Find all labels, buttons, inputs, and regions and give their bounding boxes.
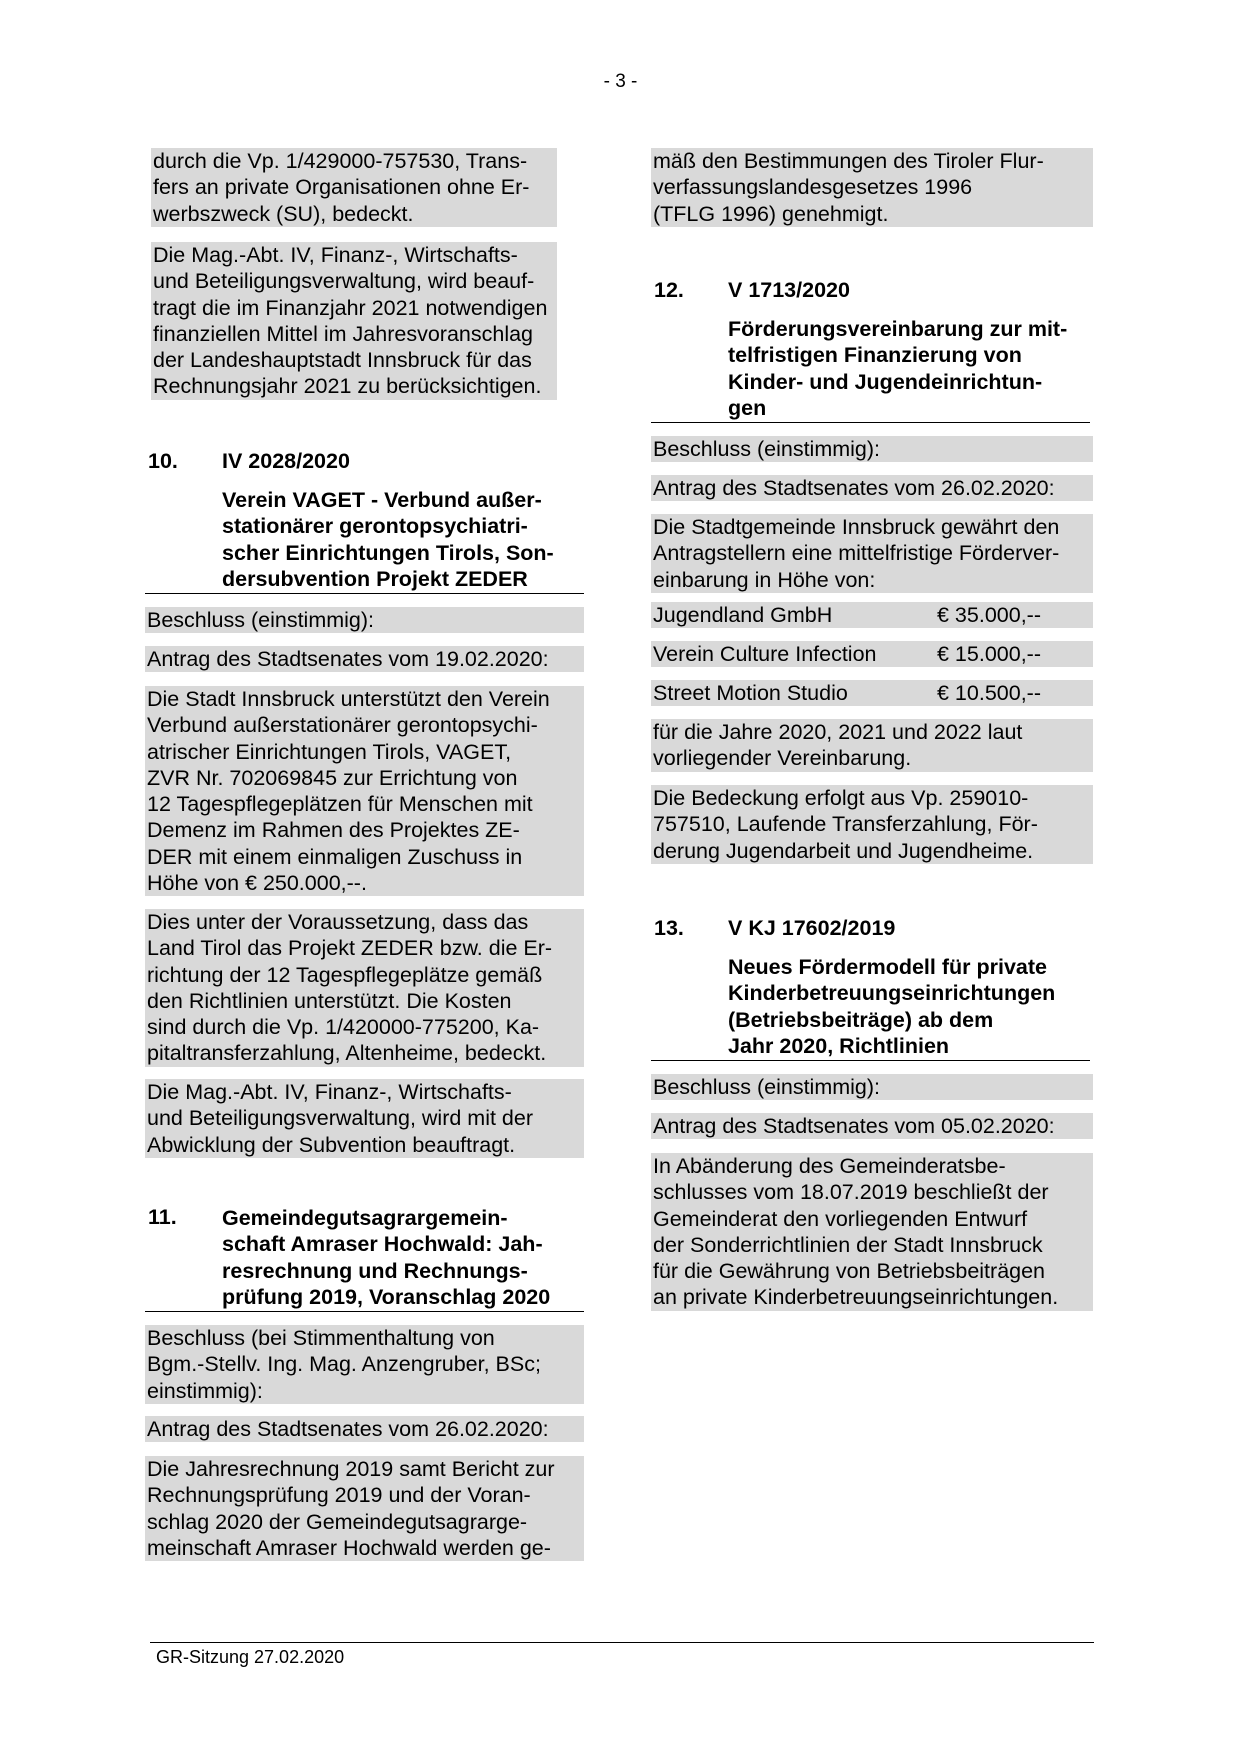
text-line: den Richtlinien unterstützt. Die Kosten (147, 988, 512, 1013)
text-line: Bgm.-Stellv. Ing. Mag. Anzengruber, BSc; (147, 1352, 541, 1377)
text-line: DER mit einem einmaligen Zuschuss in (147, 844, 523, 869)
text-line: Antragstellern eine mittelfristige Förderver- (653, 541, 1060, 566)
text-line: (TFLG 1996) genehmigt. (653, 201, 889, 226)
text-line: verfassungslandesgesetzes 1996 (653, 175, 973, 200)
item-10-title (222, 487, 554, 592)
text-line: Rechnungsjahr 2021 zu berücksichtigen. (153, 374, 542, 399)
text-line: Verbund außerstationärer gerontopsychi- (147, 713, 538, 738)
text-line: an private Kinderbetreuungseinrichtungen. (653, 1285, 1059, 1310)
item-10-code: IV 2028/2020 (222, 449, 350, 473)
text-line: Förderungsvereinbarung zur mit- (728, 317, 1068, 341)
text-line: einbarung in Höhe von: (653, 567, 876, 592)
item-11-number: 11. (148, 1205, 177, 1229)
text-line: Land Tirol das Projekt ZEDER bzw. die Er- (147, 936, 553, 961)
item-10-beschluss: Beschluss (einstimmig): (145, 607, 584, 633)
text-line: Die Jahresrechnung 2019 samt Bericht zur (147, 1457, 555, 1481)
item-12-grant-row (651, 641, 1093, 667)
text-line: schlusses vom 18.07.2019 beschließt der (653, 1180, 1049, 1205)
text-line: Die Mag.-Abt. IV, Finanz-, Wirtschafts- (153, 243, 518, 267)
text-line: Beschluss (bei Stimmenthaltung von (147, 1326, 495, 1350)
item-11-title (222, 1205, 550, 1310)
text-line: 757510, Laufende Transferzahlung, För- (653, 812, 1038, 837)
item-12-rule (651, 422, 1090, 423)
text-line: Neues Fördermodell für private (728, 955, 1047, 979)
text-line: Dies unter der Voraussetzung, dass das (147, 910, 529, 934)
item-11-antrag: Antrag des Stadtsenates vom 26.02.2020: (145, 1416, 584, 1442)
text-line: werbszweck (SU), bedeckt. (153, 201, 414, 226)
item-12-paragraph-2 (651, 719, 1093, 772)
text-line: schlag 2020 der Gemeindegutsagrarge- (147, 1509, 528, 1534)
text-line: Rechnungsprüfung 2019 und der Voran- (147, 1483, 531, 1508)
text-line: für die Jahre 2020, 2021 und 2022 laut (653, 720, 1023, 744)
item-12-beschluss: Beschluss (einstimmig): (651, 436, 1093, 462)
text-line: In Abänderung des Gemeinderatsbe- (653, 1154, 1006, 1178)
grant-amount: € 35.000,-- (937, 603, 1041, 627)
item-11-paragraph-1 (145, 1456, 584, 1561)
text-line: Die Bedeckung erfolgt aus Vp. 259010- (653, 786, 1029, 810)
text-line: resrechnung und Rechnungs- (222, 1258, 528, 1283)
text-line: gen (728, 395, 767, 420)
text-line: finanziellen Mittel im Jahresvoranschlag (153, 321, 534, 346)
item-13-paragraph-1 (651, 1153, 1093, 1311)
text-line: durch die Vp. 1/429000-757530, Trans- (153, 149, 528, 173)
text-line: ZVR Nr. 702069845 zur Errichtung von (147, 765, 518, 790)
text-line: Demenz im Rahmen des Projektes ZE- (147, 818, 520, 843)
item-12-paragraph-3 (651, 785, 1093, 864)
text-line: Abwicklung der Subvention beauftragt. (147, 1132, 516, 1157)
text-line: tragt die im Finanzjahr 2021 notwendigen (153, 295, 548, 320)
text-line: Gemeinderat den vorliegenden Entwurf (653, 1206, 1028, 1231)
item-12-antrag: Antrag des Stadtsenates vom 26.02.2020: (651, 475, 1093, 501)
text-line: prüfung 2019, Voranschlag 2020 (222, 1284, 551, 1309)
item-13-antrag: Antrag des Stadtsenates vom 05.02.2020: (651, 1113, 1093, 1139)
item-12-grant-row (651, 602, 1093, 628)
text-line: pitaltransferzahlung, Altenheime, bedeckt. (147, 1041, 547, 1066)
item-10-rule (145, 593, 584, 594)
item-10-number: 10. (148, 449, 178, 473)
text-line: Jahr 2020, Richtlinien (728, 1033, 950, 1058)
item-11-beschluss (145, 1325, 584, 1404)
grant-amount: € 15.000,-- (937, 642, 1041, 666)
item-10-paragraph-2 (145, 909, 584, 1067)
left-continuation-paragraph-1 (151, 148, 557, 227)
text-line: Die Mag.-Abt. IV, Finanz-, Wirtschafts- (147, 1080, 512, 1104)
text-line: fers an private Organisationen ohne Er- (153, 175, 530, 200)
item-12-title (728, 316, 1067, 421)
grant-name: Verein Culture Infection (653, 642, 877, 666)
text-line: meinschaft Amraser Hochwald werden ge- (147, 1535, 551, 1560)
text-line: atrischer Einrichtungen Tirols, VAGET, (147, 739, 512, 764)
right-continuation-paragraph (651, 148, 1093, 227)
text-line: und Beteiligungsverwaltung, wird mit der (147, 1106, 534, 1131)
text-line: vorliegender Vereinbarung. (653, 746, 912, 771)
item-13-beschluss: Beschluss (einstimmig): (651, 1074, 1093, 1100)
text-line: Die Stadtgemeinde Innsbruck gewährt den (653, 515, 1060, 539)
text-line: Verein VAGET - Verbund außer- (222, 488, 542, 512)
text-line: Höhe von € 250.000,--. (147, 871, 367, 896)
text-line: einstimmig): (147, 1378, 263, 1403)
text-line: Die Stadt Innsbruck unterstützt den Verein (147, 687, 550, 711)
item-12-grant-row (651, 680, 1093, 706)
page-number: - 3 - (603, 71, 638, 92)
item-10-paragraph-1 (145, 686, 584, 896)
text-line: und Beteiligungsverwaltung, wird beauf- (153, 269, 535, 294)
text-line: telfristigen Finanzierung von (728, 343, 1022, 368)
footer-rule (150, 1642, 1094, 1643)
text-line: scher Einrichtungen Tirols, Son- (222, 540, 554, 565)
text-line: 12 Tagespflegeplätzen für Menschen mit (147, 792, 533, 817)
item-12-paragraph-1 (651, 514, 1093, 593)
text-line: richtung der 12 Tagespflegeplätze gemäß (147, 962, 543, 987)
grant-name: Jugendland GmbH (653, 603, 833, 627)
text-line: der Landeshauptstadt Innsbruck für das (153, 348, 532, 373)
item-11-rule (145, 1311, 584, 1312)
item-13-code: V KJ 17602/2019 (728, 916, 896, 940)
text-line: derung Jugendarbeit und Jugendheime. (653, 838, 1034, 863)
text-line: Kinder- und Jugendeinrichtun- (728, 369, 1043, 394)
left-continuation-paragraph-2 (151, 242, 557, 400)
text-line: (Betriebsbeiträge) ab dem (728, 1007, 994, 1032)
text-line: Kinderbetreuungseinrichtungen (728, 981, 1056, 1006)
text-line: sind durch die Vp. 1/420000-775200, Ka- (147, 1015, 540, 1040)
item-13-rule (651, 1060, 1090, 1061)
grant-amount: € 10.500,-- (937, 681, 1041, 705)
text-line: dersubvention Projekt ZEDER (222, 566, 528, 591)
text-line: stationärer gerontopsychiatri- (222, 514, 528, 539)
text-line: der Sonderrichtlinien der Stadt Innsbruck (653, 1232, 1043, 1257)
item-13-number: 13. (654, 916, 684, 940)
item-13-title (728, 954, 1055, 1059)
text-line: für die Gewährung von Betriebsbeiträgen (653, 1259, 1046, 1284)
item-12-code: V 1713/2020 (728, 278, 850, 302)
footer-text: GR-Sitzung 27.02.2020 (156, 1647, 345, 1667)
text-line: schaft Amraser Hochwald: Jah- (222, 1232, 543, 1257)
item-12-number: 12. (654, 278, 684, 302)
item-10-paragraph-3 (145, 1079, 584, 1158)
text-line: mäß den Bestimmungen des Tiroler Flur- (653, 149, 1044, 173)
item-10-antrag: Antrag des Stadtsenates vom 19.02.2020: (145, 646, 584, 672)
text-line: Gemeindegutsagrargemein- (222, 1206, 508, 1230)
grant-name: Street Motion Studio (653, 681, 848, 705)
